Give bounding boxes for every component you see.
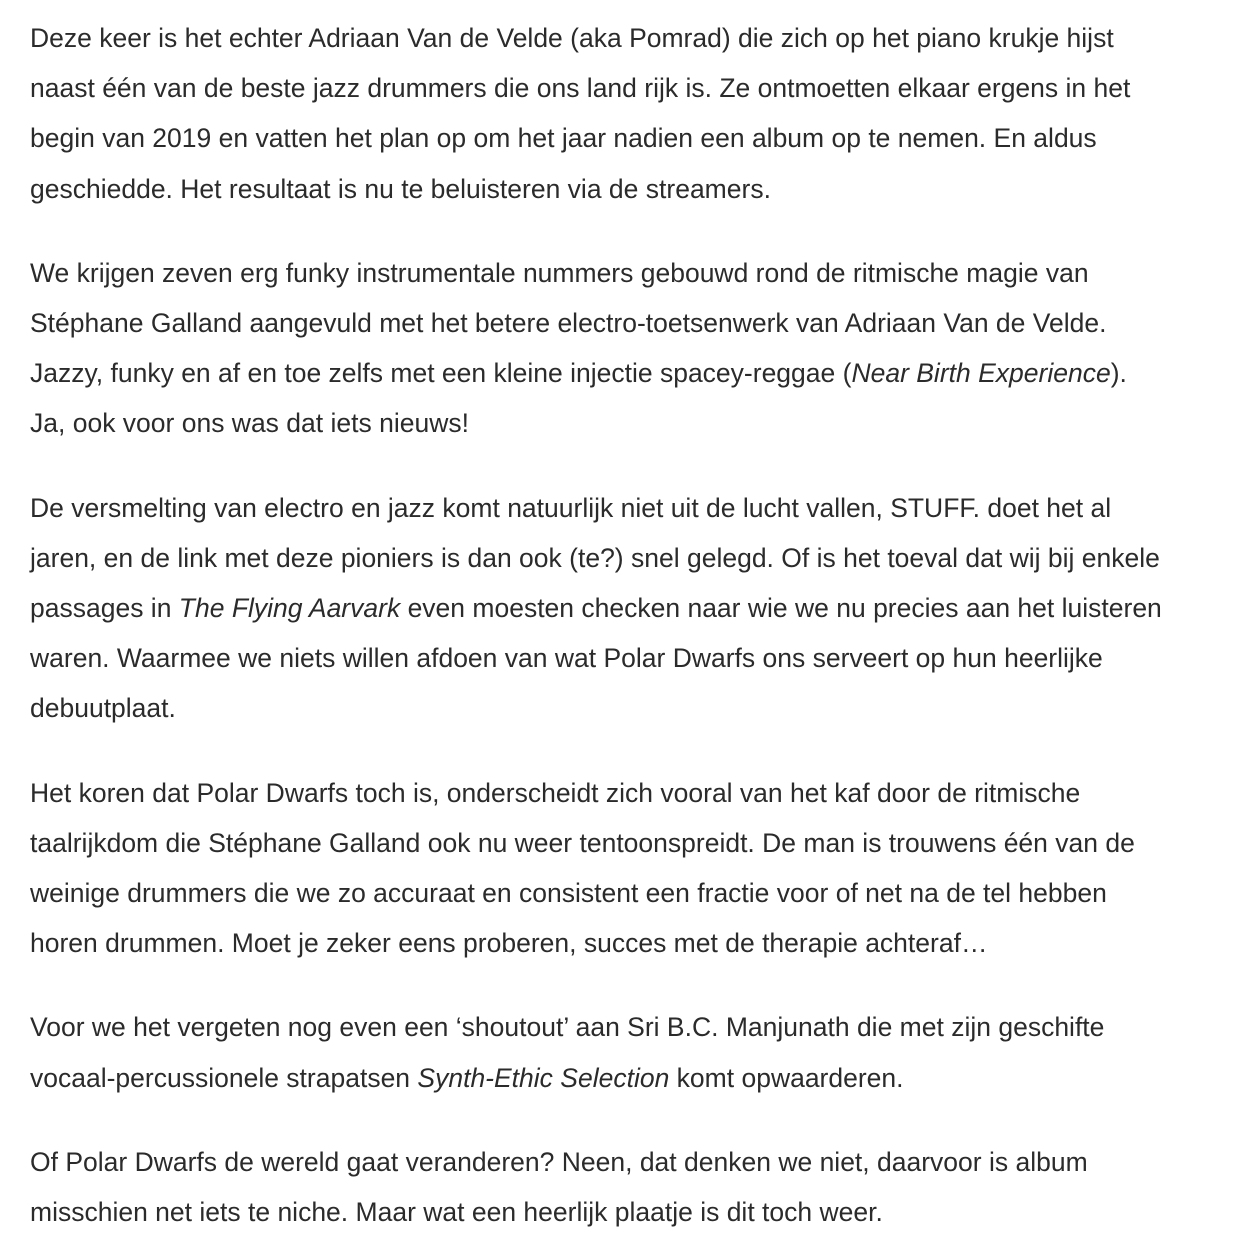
paragraph-6 bbox=[30, 1137, 1218, 1237]
text-segment: Of Polar Dwarfs de wereld gaat veranderen? Neen, dat denken we niet, daarvoor is album bbox=[30, 1146, 1088, 1177]
text-segment: Het koren dat Polar Dwarfs toch is, onderscheidt zich vooral van het kaf door de ritmische bbox=[30, 777, 1081, 808]
text-line bbox=[30, 583, 1218, 633]
text-line bbox=[30, 483, 1218, 533]
text-line bbox=[30, 1053, 1218, 1103]
paragraph-3 bbox=[30, 483, 1218, 734]
paragraph-5 bbox=[30, 1002, 1218, 1102]
text-line bbox=[30, 1187, 1218, 1237]
italic-title: Near Birth Experience bbox=[851, 358, 1111, 389]
text-segment: waren. Waarmee we niets willen afdoen van wat Polar Dwarfs ons serveert op hun heerlijke bbox=[30, 643, 1103, 674]
text-segment: horen drummen. Moet je zeker eens proberen, succes met de therapie achteraf… bbox=[30, 928, 988, 959]
text-line bbox=[30, 348, 1218, 398]
paragraph-2 bbox=[30, 248, 1218, 449]
text-segment: komt opwaarderen. bbox=[669, 1062, 904, 1093]
text-segment: taalrijkdom die Stéphane Galland ook nu weer tentoonspreidt. De man is trouwens één van de bbox=[30, 827, 1135, 858]
text-line bbox=[30, 818, 1218, 868]
text-line bbox=[30, 1002, 1218, 1052]
text-segment: passages in bbox=[30, 593, 179, 624]
text-segment: debuutplaat. bbox=[30, 693, 176, 724]
text-segment: jaren, en de link met deze pioniers is dan ook (te?) snel gelegd. Of is het toeval dat wij bij enkele bbox=[30, 542, 1160, 573]
text-line bbox=[30, 1137, 1218, 1187]
text-segment: Stéphane Galland aangevuld met het betere electro-toetsenwerk van Adriaan Van de Velde. bbox=[30, 308, 1107, 339]
text-line bbox=[30, 113, 1218, 163]
italic-title: The Flying Aarvark bbox=[178, 593, 401, 624]
text-line bbox=[30, 13, 1218, 63]
italic-title: Synth-Ethic Selection bbox=[417, 1062, 670, 1093]
text-segment: even moesten checken naar wie we nu precies aan het luisteren bbox=[400, 593, 1162, 624]
text-line bbox=[30, 298, 1218, 348]
text-line bbox=[30, 398, 1218, 448]
text-segment: Deze keer is het echter Adriaan Van de Velde (aka Pomrad) die zich op het piano krukje hijst bbox=[30, 23, 1114, 53]
text-line bbox=[30, 918, 1218, 968]
text-line bbox=[30, 868, 1218, 918]
text-segment: We krijgen zeven erg funky instrumentale nummers gebouwd rond de ritmische magie van bbox=[30, 257, 1089, 288]
text-line bbox=[30, 683, 1218, 733]
text-segment: De versmelting van electro en jazz komt natuurlijk niet uit de lucht vallen, STUFF. doet het al bbox=[30, 492, 1112, 523]
text-segment: vocaal-percussionele strapatsen bbox=[30, 1062, 418, 1093]
text-segment: ). bbox=[1110, 358, 1127, 389]
text-line bbox=[30, 164, 1218, 214]
paragraph-1 bbox=[30, 13, 1218, 214]
text-line bbox=[30, 768, 1218, 818]
text-line bbox=[30, 248, 1218, 298]
text-segment: misschien net iets te niche. Maar wat een heerlijk plaatje is dit toch weer. bbox=[30, 1197, 883, 1228]
text-segment: begin van 2019 en vatten het plan op om het jaar nadien een album op te nemen. En aldus bbox=[30, 123, 1097, 154]
text-line bbox=[30, 63, 1218, 113]
text-line bbox=[30, 633, 1218, 683]
text-line bbox=[30, 533, 1218, 583]
text-segment: Voor we het vergeten nog even een ‘shoutout’ aan Sri B.C. Manjunath die met zijn geschifte bbox=[30, 1012, 1105, 1043]
text-segment: naast één van de beste jazz drummers die ons land rijk is. Ze ontmoetten elkaar ergens in het bbox=[30, 73, 1131, 104]
text-segment: Ja, ook voor ons was dat iets nieuws! bbox=[30, 408, 469, 439]
paragraph-4 bbox=[30, 768, 1218, 969]
text-segment: geschiedde. Het resultaat is nu te beluisteren via de streamers. bbox=[30, 173, 771, 204]
text-segment: weinige drummers die we zo accuraat en consistent een fractie voor of net na de tel hebben bbox=[30, 878, 1107, 909]
text-segment: Jazzy, funky en af en toe zelfs met een kleine injectie spacey-reggae ( bbox=[30, 358, 852, 389]
